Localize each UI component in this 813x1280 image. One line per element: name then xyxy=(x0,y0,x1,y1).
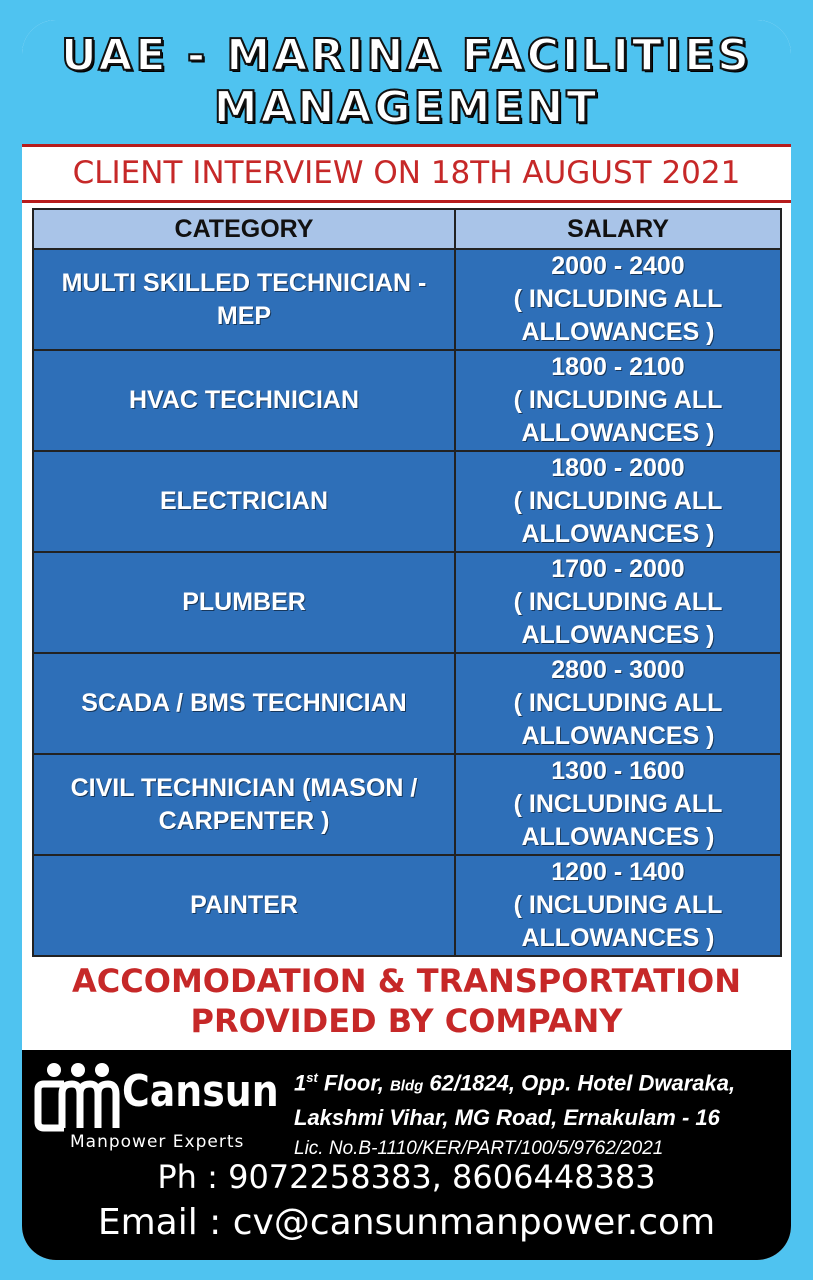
benefits-notice xyxy=(22,960,791,1042)
poster xyxy=(22,20,791,1260)
license-number: Lic. No.B-1110/KER/PART/100/5/9762/2021 xyxy=(294,1138,664,1160)
table-row xyxy=(33,350,781,451)
people-logo-icon xyxy=(34,1060,122,1132)
salary-cell xyxy=(455,350,781,451)
table-row xyxy=(33,451,781,552)
column-header-salary: SALARY xyxy=(455,209,781,249)
table-row xyxy=(33,855,781,956)
title-banner xyxy=(22,20,791,144)
salary-range: 1700 - 2000 xyxy=(551,555,685,583)
salary-range: 1300 - 1600 xyxy=(551,757,685,785)
column-header-category: CATEGORY xyxy=(33,209,455,249)
address-floor-sup: st xyxy=(306,1070,318,1085)
salary-note: ( INCLUDING ALL ALLOWANCES ) xyxy=(513,689,723,750)
divider-bottom xyxy=(22,200,791,203)
salary-range: 2800 - 3000 xyxy=(551,656,685,684)
category-cell: PAINTER xyxy=(33,855,455,956)
category-cell: MULTI SKILLED TECHNICIAN - MEP xyxy=(33,249,455,350)
category-cell: CIVIL TECHNICIAN (MASON / CARPENTER ) xyxy=(33,754,455,855)
benefits-line-1: ACCOMODATION & TRANSPORTATION xyxy=(72,962,741,1000)
company-address xyxy=(294,1062,784,1164)
logo-wordmark: Cansun xyxy=(122,1066,279,1117)
address-bldg: Bldg xyxy=(389,1077,424,1095)
category-cell: SCADA / BMS TECHNICIAN xyxy=(33,653,455,754)
salary-cell xyxy=(455,249,781,350)
table-row xyxy=(33,653,781,754)
logo-tagline: Manpower Experts xyxy=(70,1132,245,1152)
salary-cell xyxy=(455,754,781,855)
salary-note: ( INCLUDING ALL ALLOWANCES ) xyxy=(513,588,723,649)
table-header-row xyxy=(33,209,781,249)
company-logo xyxy=(34,1058,296,1150)
salary-note: ( INCLUDING ALL ALLOWANCES ) xyxy=(513,285,723,346)
category-cell: HVAC TECHNICIAN xyxy=(33,350,455,451)
phone-numbers: Ph : 9072258383, 8606448383 xyxy=(157,1158,656,1196)
salary-range: 1800 - 2000 xyxy=(551,454,685,482)
address-line-2: Lakshmi Vihar, MG Road, Ernakulam - 16 xyxy=(294,1105,720,1131)
salary-table xyxy=(32,208,782,957)
table-row xyxy=(33,552,781,653)
address-floor-number: 1 xyxy=(294,1070,307,1096)
address-line-1-rest: 62/1824, Opp. Hotel Dwaraka, xyxy=(423,1070,736,1096)
salary-cell xyxy=(455,653,781,754)
salary-range: 1800 - 2100 xyxy=(551,353,685,381)
category-cell: ELECTRICIAN xyxy=(33,451,455,552)
company-footer xyxy=(22,1050,791,1260)
salary-note: ( INCLUDING ALL ALLOWANCES ) xyxy=(513,386,723,447)
interview-date: CLIENT INTERVIEW ON 18TH AUGUST 2021 xyxy=(72,155,741,191)
salary-range: 2000 - 2400 xyxy=(551,252,685,280)
salary-note: ( INCLUDING ALL ALLOWANCES ) xyxy=(513,790,723,851)
salary-range: 1200 - 1400 xyxy=(551,858,685,886)
salary-cell xyxy=(455,552,781,653)
salary-note: ( INCLUDING ALL ALLOWANCES ) xyxy=(513,891,723,952)
benefits-line-2: PROVIDED BY COMPANY xyxy=(190,1002,623,1040)
email-address: Email : cv@cansunmanpower.com xyxy=(97,1202,716,1243)
table-row xyxy=(33,249,781,350)
address-line-1 xyxy=(294,1062,784,1102)
salary-cell xyxy=(455,855,781,956)
title-line-1: UAE - MARINA FACILITIES xyxy=(61,30,752,81)
address-floor-text: Floor, xyxy=(317,1070,390,1096)
table-row xyxy=(33,754,781,855)
title-line-2: MANAGEMENT xyxy=(213,82,600,133)
divider-top xyxy=(22,144,791,147)
contact-info xyxy=(22,1155,791,1247)
category-cell: PLUMBER xyxy=(33,552,455,653)
salary-cell xyxy=(455,451,781,552)
salary-note: ( INCLUDING ALL ALLOWANCES ) xyxy=(513,487,723,548)
